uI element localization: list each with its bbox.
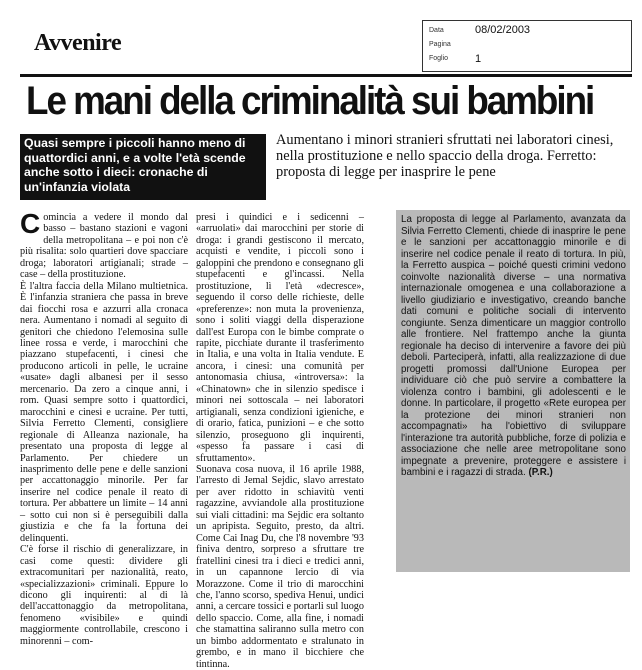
column1-paragraph-2: È l'altra faccia della Milano multietnica. È l'infanzia straniera che passa in breve dai fiocchi rosa e azzurri alla cronaca nera. Aumentano i nomadi al seguito di genitori che chiedono l'elemosina sulle linee rossa e verde, i marocchini che piazzano stupefacenti, i cinesi che producono articoli in pelle, le ucraine «usate» dagli albanesi per il sesso mercenario. Da zero a cinque anni, i rom. Quasi sempre sotto i quattordici, marocchini e cinesi e ucraine. Per tutti, Silvia Ferretto Clementi, consigliere regionale di Alleanza nazionale, ha presentato una proposta di legge al Parlamento. Per chiedere un inasprimento delle pene e delle sanzioni per accattonaggio minorile. Per far inserire nel codice penale il reato di tortura. Per abbattere un limite – 14 anni – sotto cui non si è perseguibili dalla giustizia e che fa la fortuna dei delinquenti. [20, 280, 188, 544]
date-value: 08/02/2003 [475, 24, 531, 36]
article-column-1 [20, 208, 188, 647]
kicker-box: Quasi sempre i piccoli hanno meno di quattordici anni, e a volte l'età scende anche sotto i dieci: cronache di un'infanzia violata [20, 134, 266, 200]
drop-cap: C [20, 208, 41, 239]
deck-subtitle: Aumentano i minori stranieri sfruttati nei laboratori cinesi, nella prostituzione e nello spaccio della droga. Ferretto: proposta di legge per inasprire le pene [276, 132, 614, 180]
column1-paragraph-3: C'è forse il rischio di generalizzare, in casi come questi: dividere gli extracomunitari per nazionalità, reato, «specializzazioni» criminali. Eppure lo dicono gli inquirenti: al di là dell'accattonaggio da metropolitana, fenomeno «visibile» e quindi maggiormente controllabile, crescono i minorenni – com- [20, 544, 188, 647]
sheet-value: 1 [475, 53, 482, 65]
date-label: Data [429, 27, 444, 34]
article-column-2 [196, 212, 364, 670]
column2-paragraph-2: Suonava cosa nuova, il 16 aprile 1988, l'arresto di Jemal Sejdic, slavo arrestato per aver ridotto in schiavitù venti ragazzine, avviandole alla prostituzione sui viali cittadini: ma Sejdic era soltanto un apripista. Seguito, presto, da altri. Come Cai Inag Du, che l'8 novembre '93 finiva dentro, sorpreso a sfruttare tre fratellini cinesi tra i dieci e tredici anni, in un capannone lercio di via Morazzone. Come il trio di marocchini che, l'anno scorso, spediva Henui, undici anni, a cercare tossici e portarli sul luogo dello spaccio. Come, alla fine, i nomadi che stamattina saliranno sulla metro con un bimbo addormentato e stralunato in grembo, e in mano il bicchiere che tintinna. [196, 463, 364, 670]
masthead: Avvenire [34, 30, 122, 56]
column1-paragraph-1: omincia a vedere il mondo dal basso – bastano stazioni e vagoni della metropolitana – e poi non c'è più risalita: solo quartieri dove spacciare droga; laboratori artigianali; strade – case – della prostituzione. [20, 212, 188, 281]
page-label: Pagina [429, 41, 451, 48]
sidebar-text: La proposta di legge al Parlamento, avanzata da Silvia Ferretto Clementi, chiede di inasprire le pene e le sanzioni per accattonaggio minorile e di inserire nel codice penale il reato di tortura. In più, la Ferretto auspica – poiché questi crimini vedono coinvolte nazionalità diverse – una normativa internazionale omogenea e una collaborazione a livello giudiziario e investigativo, creando banche dati comuni e politiche sociali di intervento congiunte. Senza dimenticare un maggior controllo alle frontiere. Nel frattempo anche la giunta regionale ha deciso di intervenire a favore dei più deboli. Parteciperà, infatti, alla realizzazione di due progetti promossi dall'Unione Europea per individuare ciò che può servire a combattere la violenza contro i bambini, gli adolescenti e le donne. In particolare, il progetto «Rete europea per la protezione dei minori stranieri non accompagnati» ha l'obiettivo di sviluppare l'interazione tra autorità pubbliche, forze di polizia e associazione che nelle aree metropolitane sono impegnate a prevenire, proteggere e assistere i bambini e i ragazzi di strada. [401, 214, 626, 478]
headline: Le mani della criminalità sui bambini [26, 79, 594, 123]
column2-paragraph-1: presi i quindici e i sedicenni – «arruolati» dai marocchini per storie di droga: i grandi gestiscono il mercato, acquisti e vendite, i piccoli sono i galoppini che prendono e consegnano gli stupefacenti e gl'incassi. Nella prostituzione, lì l'età «decresce», seguendo il corso delle richieste, delle «preferenze»: non muta la provenienza, sono i soliti viaggi della disperazione dall'est Europa con le bimbe comprate o rapite, picchiate durante il trasferimento in Italia, e una volta in Italia vendute. E ancora, i cinesi: una comunità per antonomasia chiusa, «introversa»: la «Chinatown» che in silenzio spedisce i minori nei sottoscala – nei laboratori artigianali, senza condizioni igieniche, e di orario, fatica, punizioni – e che sotto silenzio, proseguono gli inquirenti, «spesso fa passare i casi di sfruttamento». [196, 212, 364, 464]
sheet-label: Foglio [429, 55, 449, 62]
header-rule [20, 74, 632, 77]
sidebar-signature: (P.R.) [528, 467, 553, 478]
sidebar-box-text [401, 214, 626, 479]
clipping-meta-box [422, 20, 632, 72]
